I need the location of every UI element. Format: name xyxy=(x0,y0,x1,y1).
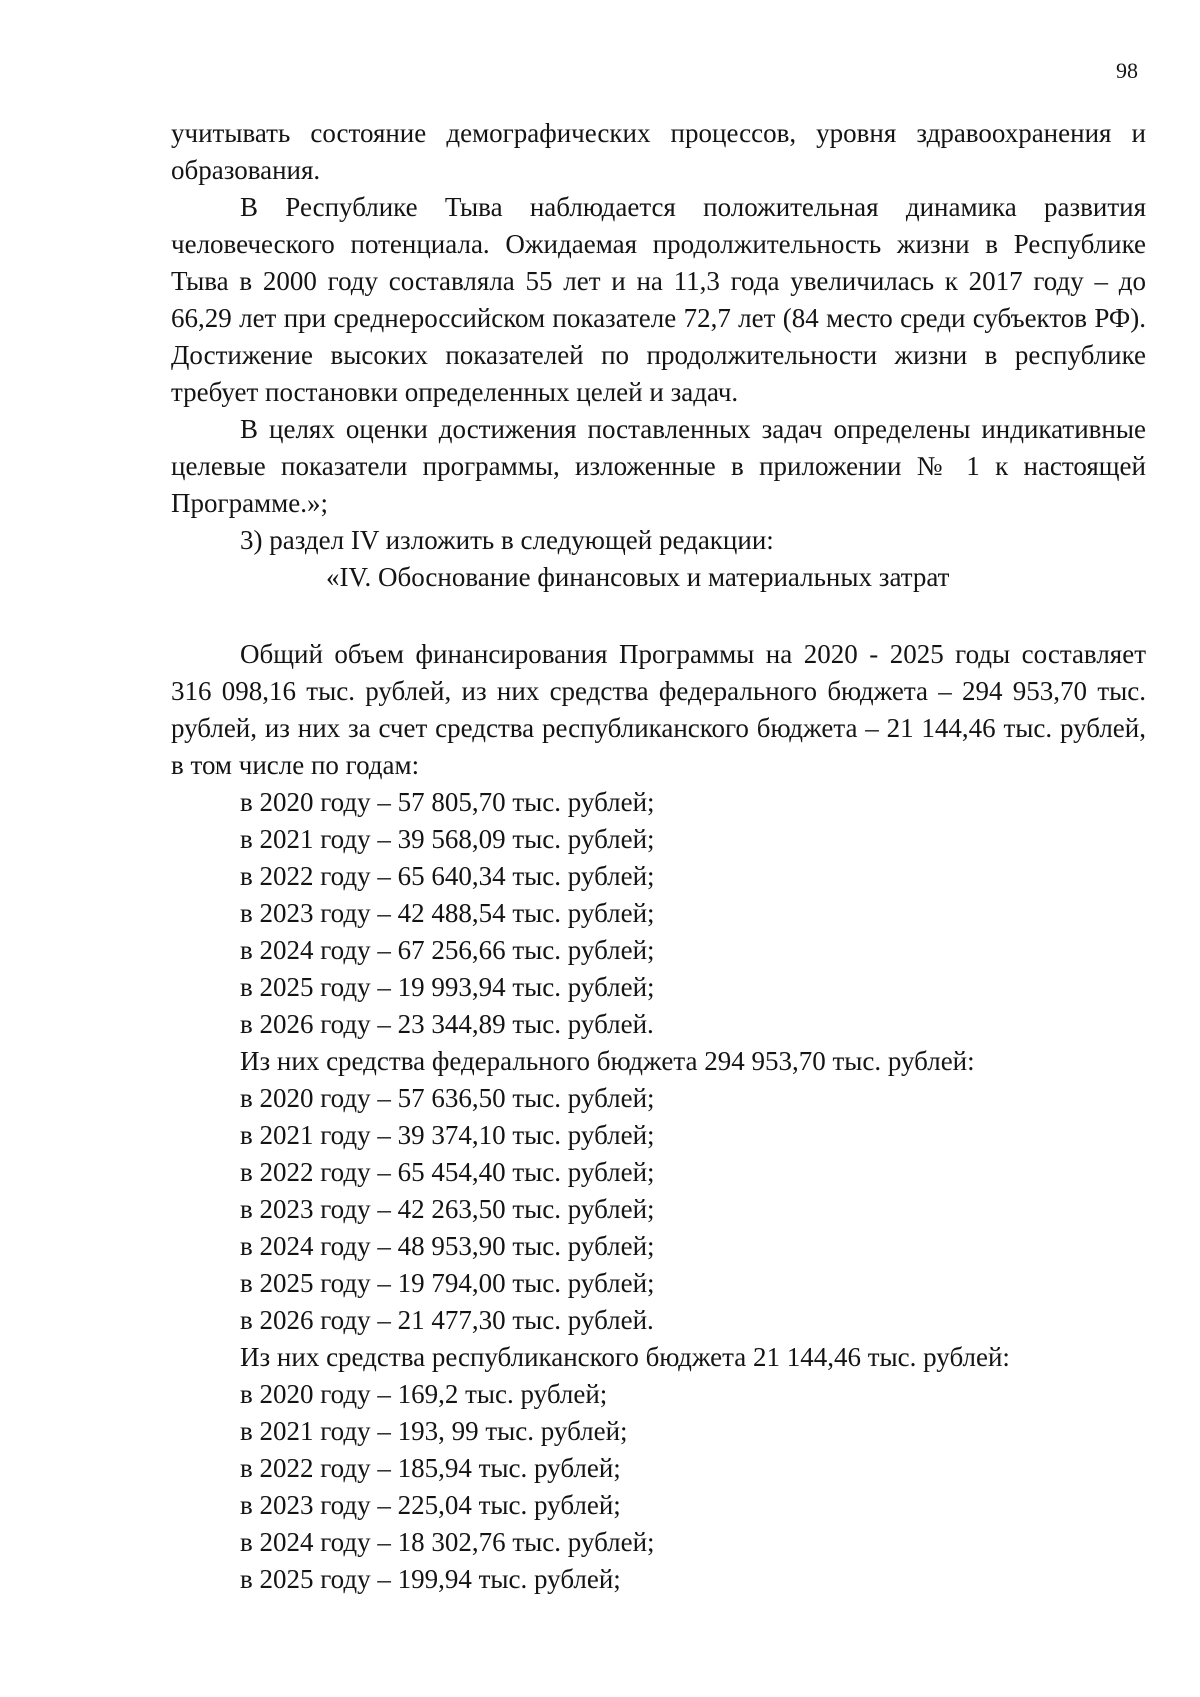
list-item: в 2025 году – 19 794,00 тыс. рублей; xyxy=(240,1268,655,1298)
blank-line xyxy=(171,596,1146,636)
list-item: в 2025 году – 199,94 тыс. рублей; xyxy=(240,1564,621,1594)
list-item: в 2020 году – 57 805,70 тыс. рублей; xyxy=(240,787,655,817)
list-item: в 2023 году – 42 263,50 тыс. рублей; xyxy=(240,1194,655,1224)
federal-intro: Из них средства федерального бюджета 294 953,70 тыс. рублей: xyxy=(240,1046,975,1076)
list-item: в 2020 году – 169,2 тыс. рублей; xyxy=(240,1379,608,1409)
republic-by-year-list xyxy=(171,1376,1146,1598)
paragraph-continuation: учитывать состояние демографических процессов, уровня здравоохранения и образования. xyxy=(171,118,1146,185)
list-item: в 2021 году – 193, 99 тыс. рублей; xyxy=(240,1416,628,1446)
list-item: в 2023 году – 225,04 тыс. рублей; xyxy=(240,1490,621,1520)
list-item: в 2024 году – 67 256,66 тыс. рублей; xyxy=(240,935,655,965)
list-item: в 2021 году – 39 374,10 тыс. рублей; xyxy=(240,1120,655,1150)
paragraph-life-expectancy: В Республике Тыва наблюдается положительная динамика развития человеческого потенциала. Ожидаемая продолжительность жизни в Республике Тыва в 2000 году составляла 55 лет и на 11,3 года увеличилась к 2017 году – до 66,29 лет при среднероссийском показателе 72,7 лет (84 место среди субъектов РФ). Достижение высоких показателей по продолжительности жизни в республике требует постановки определенных целей и задач. xyxy=(171,192,1146,407)
section-heading: «IV. Обоснование финансовых и материальных затрат xyxy=(326,562,950,592)
list-item: в 2025 году – 19 993,94 тыс. рублей; xyxy=(240,972,655,1002)
list-item: в 2024 году – 18 302,76 тыс. рублей; xyxy=(240,1527,655,1557)
paragraph-total-funding: Общий объем финансирования Программы на 2020 - 2025 годы составляет 316 098,16 тыс. рублей, из них средства федерального бюджета – 294 953,70 тыс. рублей, из них за счет средства республиканского бюджета – 21 144,46 тыс. рублей, в том числе по годам: xyxy=(171,639,1146,780)
list-item: в 2026 году – 23 344,89 тыс. рублей. xyxy=(240,1009,654,1039)
list-item: в 2023 году – 42 488,54 тыс. рублей; xyxy=(240,898,655,928)
list-item: в 2022 году – 65 640,34 тыс. рублей; xyxy=(240,861,655,891)
list-item: в 2022 году – 65 454,40 тыс. рублей; xyxy=(240,1157,655,1187)
paragraph-section-instruction: 3) раздел IV изложить в следующей редакции: xyxy=(240,525,774,555)
list-item: в 2020 году – 57 636,50 тыс. рублей; xyxy=(240,1083,655,1113)
federal-by-year-list xyxy=(171,1080,1146,1339)
paragraph-indicators: В целях оценки достижения поставленных задач определены индикативные целевые показатели программы, изложенные в приложении № 1 к настоящей Программе.»; xyxy=(171,414,1146,518)
republic-intro: Из них средства республиканского бюджета 21 144,46 тыс. рублей: xyxy=(240,1342,1010,1372)
page-number: 98 xyxy=(1116,58,1138,83)
document-body xyxy=(171,115,1146,1598)
list-item: в 2022 году – 185,94 тыс. рублей; xyxy=(240,1453,621,1483)
list-item: в 2026 году – 21 477,30 тыс. рублей. xyxy=(240,1305,654,1335)
list-item: в 2024 году – 48 953,90 тыс. рублей; xyxy=(240,1231,655,1261)
total-by-year-list xyxy=(171,784,1146,1043)
list-item: в 2021 году – 39 568,09 тыс. рублей; xyxy=(240,824,655,854)
